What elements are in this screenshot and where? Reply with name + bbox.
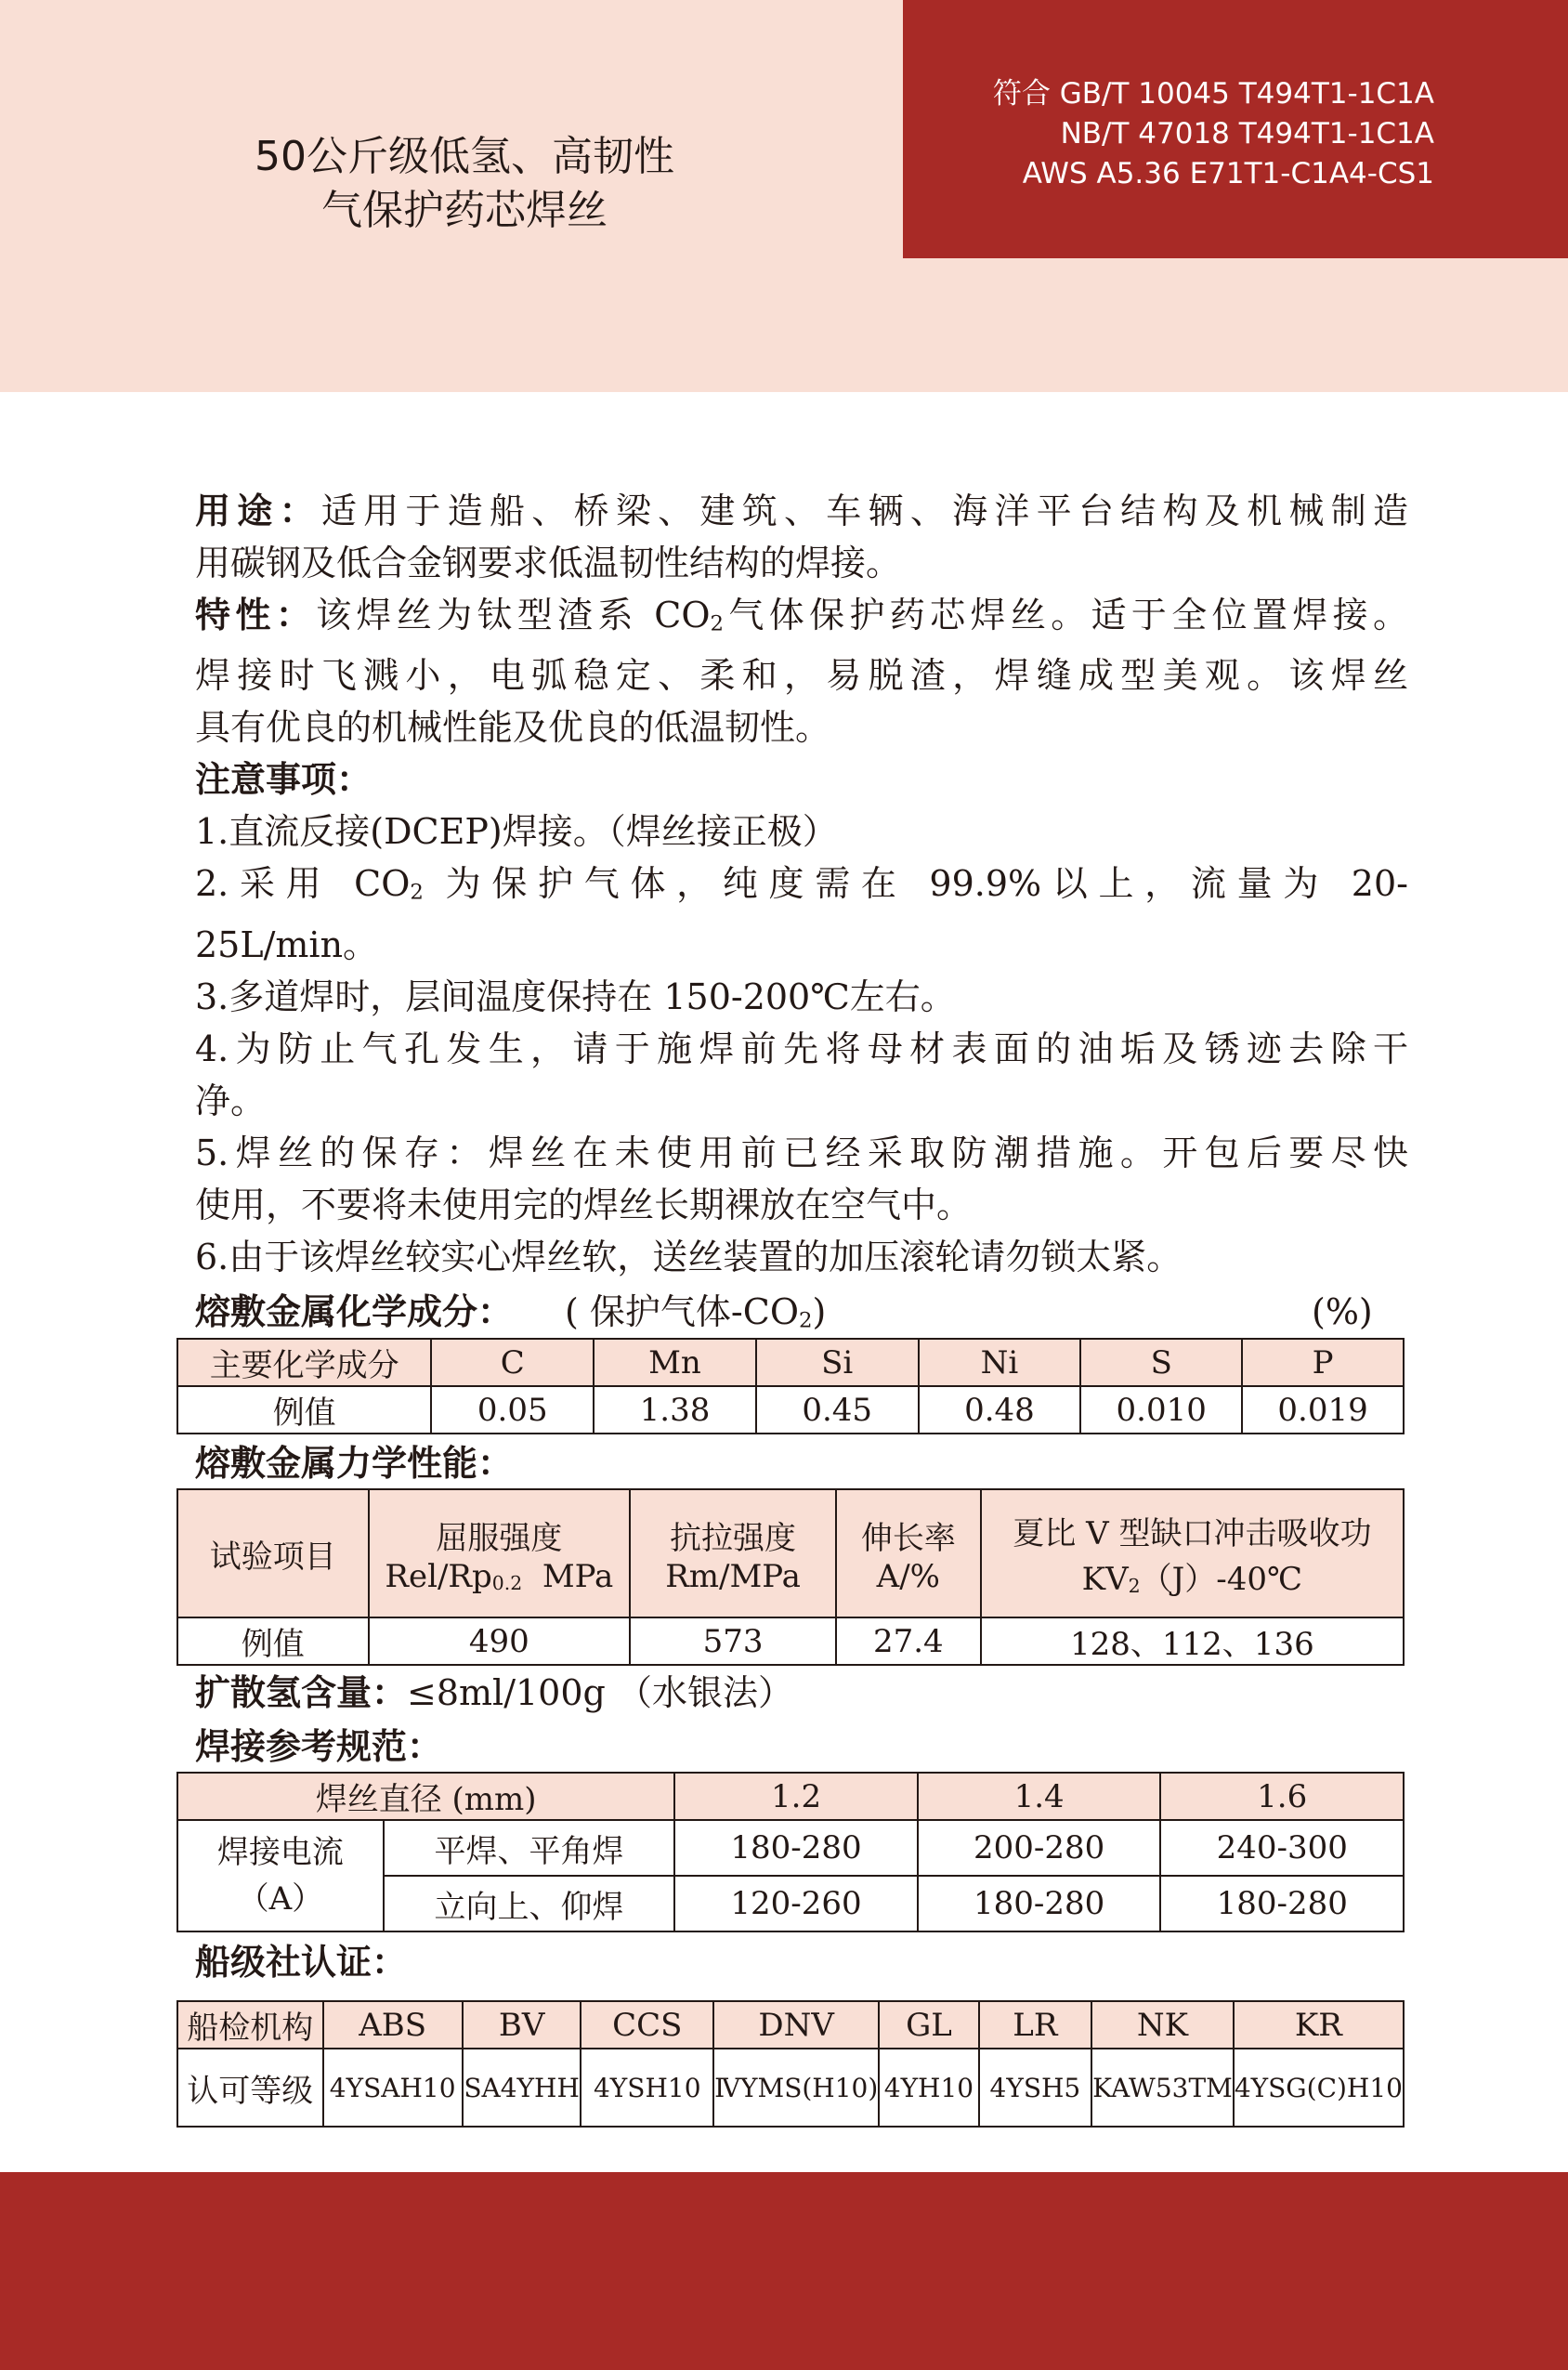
table-cell: 1.4 [918, 1773, 1161, 1820]
table-cell: KR [1234, 2001, 1404, 2049]
usage-label: 用途： [195, 491, 321, 531]
table-cell: 120-260 [674, 1876, 918, 1931]
mechanical-value-row [177, 1617, 1404, 1665]
note-3: 3.多道焊时，层间温度保持在 150-200℃左右。 [195, 975, 956, 1017]
title-line-1: 50公斤级低氢、高韧性 [255, 133, 674, 180]
table-cell: 0.010 [1080, 1386, 1242, 1434]
table-cell: P [1242, 1339, 1404, 1386]
table-cell: 180-280 [674, 1820, 918, 1876]
welding-header-row [177, 1773, 1404, 1820]
table-cell: 0.48 [919, 1386, 1081, 1434]
usage-line-1: 用途：适用于造船、桥梁、建筑、车辆、海洋平台结构及机械制造 [195, 491, 1408, 531]
table-cell: 0.019 [1242, 1386, 1404, 1434]
features-label: 特性： [195, 595, 317, 635]
table-cell: DNV [713, 2001, 879, 2049]
table-cell: 焊接电流（A） [177, 1820, 384, 1931]
description-section [195, 485, 1408, 1283]
chemistry-header-row [177, 1339, 1404, 1386]
standard-gb: 符合 GB/T 10045 T494T1-1C1A [992, 77, 1434, 111]
table-cell: SA4YHH [463, 2049, 581, 2127]
classification-table [176, 2000, 1405, 2128]
note-6: 6.由于该焊丝较实心焊丝软，送丝装置的加压滚轮请勿锁太紧。 [195, 1236, 1183, 1277]
note-4: 4.为防止气孔发生，请于施焊前先将母材表面的油垢及锈迹去除干 [195, 1028, 1408, 1069]
table-cell: 1.6 [1160, 1773, 1404, 1820]
chemistry-value-row [177, 1386, 1404, 1434]
table-cell: 573 [630, 1617, 836, 1665]
table-cell: 屈服强度 Rel/Rp0.2 MPa [369, 1489, 631, 1617]
standard-aws: AWS A5.36 E71T1-C1A4-CS1 [1022, 157, 1434, 190]
table-cell: ⅣYMS(H10) [713, 2049, 879, 2127]
standard-nb: NB/T 47018 T494T1-1C1A [1060, 117, 1434, 151]
note-2: 2.采用 CO2 为保护气体，纯度需在 99.9%以上，流量为 20- [195, 863, 1408, 905]
hydrogen-title: 扩散氢含量： [195, 1672, 408, 1713]
features-line-2: 焊接时飞溅小，电弧稳定、柔和，易脱渣，焊缝成型美观。该焊丝 [195, 655, 1408, 697]
table-cell: Mn [594, 1339, 756, 1386]
usage-line-2: 用碳钢及低合金钢要求低温韧性结构的焊接。 [195, 543, 902, 583]
table-cell: LR [979, 2001, 1092, 2049]
table-cell: Si [756, 1339, 919, 1386]
classification-header-row [177, 2001, 1404, 2049]
chemistry-table [176, 1338, 1405, 1434]
table-cell: 1.2 [674, 1773, 918, 1820]
chemistry-unit: (%) [1312, 1291, 1373, 1332]
chemistry-title: 熔敷金属化学成分： [195, 1291, 514, 1332]
note-2-cont: 25L/min。 [195, 923, 379, 965]
note-5-cont: 使用，不要将未使用完的焊丝长期裸放在空气中。 [195, 1184, 973, 1225]
table-cell: 4YSH5 [979, 2049, 1092, 2127]
table-cell: 试验项目 [177, 1489, 369, 1617]
table-cell: 4YSH10 [581, 2049, 713, 2127]
hydrogen-value: ≤8ml/100g （水银法） [407, 1672, 793, 1713]
table-cell: 4YH10 [879, 2049, 978, 2127]
mechanical-table [176, 1488, 1405, 1666]
table-cell: 焊丝直径 (mm) [177, 1773, 674, 1820]
notes-label: 注意事项： [195, 759, 372, 801]
table-cell: 立向上、仰焊 [384, 1876, 674, 1931]
title-line-2: 气保护药芯焊丝 [321, 187, 608, 234]
mechanical-title: 熔敷金属力学性能： [195, 1443, 514, 1484]
table-cell: 0.05 [431, 1386, 594, 1434]
table-cell: 认可等级 [177, 2049, 323, 2127]
welding-row-flat [177, 1820, 1404, 1876]
note-5: 5.焊丝的保存：焊丝在未使用前已经采取防潮措施。开包后要尽快 [195, 1132, 1408, 1173]
table-cell: 主要化学成分 [177, 1339, 431, 1386]
table-cell: S [1080, 1339, 1242, 1386]
table-cell: 1.38 [594, 1386, 756, 1434]
table-cell: 240-300 [1160, 1820, 1404, 1876]
mechanical-header-row [177, 1489, 1404, 1617]
table-cell: 夏比 V 型缺口冲击吸收功 KV2（J）-40℃ [981, 1489, 1404, 1617]
classification-value-row [177, 2049, 1404, 2127]
table-cell: 平焊、平角焊 [384, 1820, 674, 1876]
table-cell: 27.4 [836, 1617, 981, 1665]
table-cell: BV [463, 2001, 581, 2049]
features-line-1: 特性：该焊丝为钛型渣系 CO2气体保护药芯焊丝。适于全位置焊接。 [195, 595, 1408, 636]
note-1: 1.直流反接(DCEP)焊接。（焊丝接正极） [195, 811, 838, 853]
table-cell: 490 [369, 1617, 631, 1665]
table-cell: 4YSG(C)H10 [1234, 2049, 1404, 2127]
table-cell: 船检机构 [177, 2001, 323, 2049]
table-cell: 200-280 [918, 1820, 1161, 1876]
features-line-3: 具有优良的机械性能及优良的低温韧性。 [195, 707, 831, 749]
product-title [223, 130, 706, 238]
welding-table [176, 1772, 1405, 1932]
table-cell: Ni [919, 1339, 1081, 1386]
table-cell: 例值 [177, 1386, 431, 1434]
standards-box [903, 0, 1568, 258]
table-cell: 例值 [177, 1617, 369, 1665]
table-cell: KAW53TM [1091, 2049, 1234, 2127]
table-cell: 180-280 [1160, 1876, 1404, 1931]
classification-title: 船级社认证： [195, 1942, 408, 1983]
table-cell: ABS [323, 2001, 463, 2049]
table-cell: 4YSAH10 [323, 2049, 463, 2127]
table-cell: 0.45 [756, 1386, 919, 1434]
table-cell: 128、112、136 [981, 1617, 1404, 1665]
welding-title: 焊接参考规范： [195, 1726, 443, 1767]
table-cell: C [431, 1339, 594, 1386]
table-cell: CCS [581, 2001, 713, 2049]
footer-band [0, 2172, 1568, 2370]
table-cell: NK [1091, 2001, 1234, 2049]
table-cell: GL [879, 2001, 978, 2049]
table-cell: 180-280 [918, 1876, 1161, 1931]
note-4-cont: 净。 [195, 1080, 267, 1121]
table-cell: 抗拉强度 Rm/MPa [630, 1489, 836, 1617]
chemistry-gas-note: ( 保护气体-CO2) [565, 1291, 827, 1333]
table-cell: 伸长率 A/% [836, 1489, 981, 1617]
